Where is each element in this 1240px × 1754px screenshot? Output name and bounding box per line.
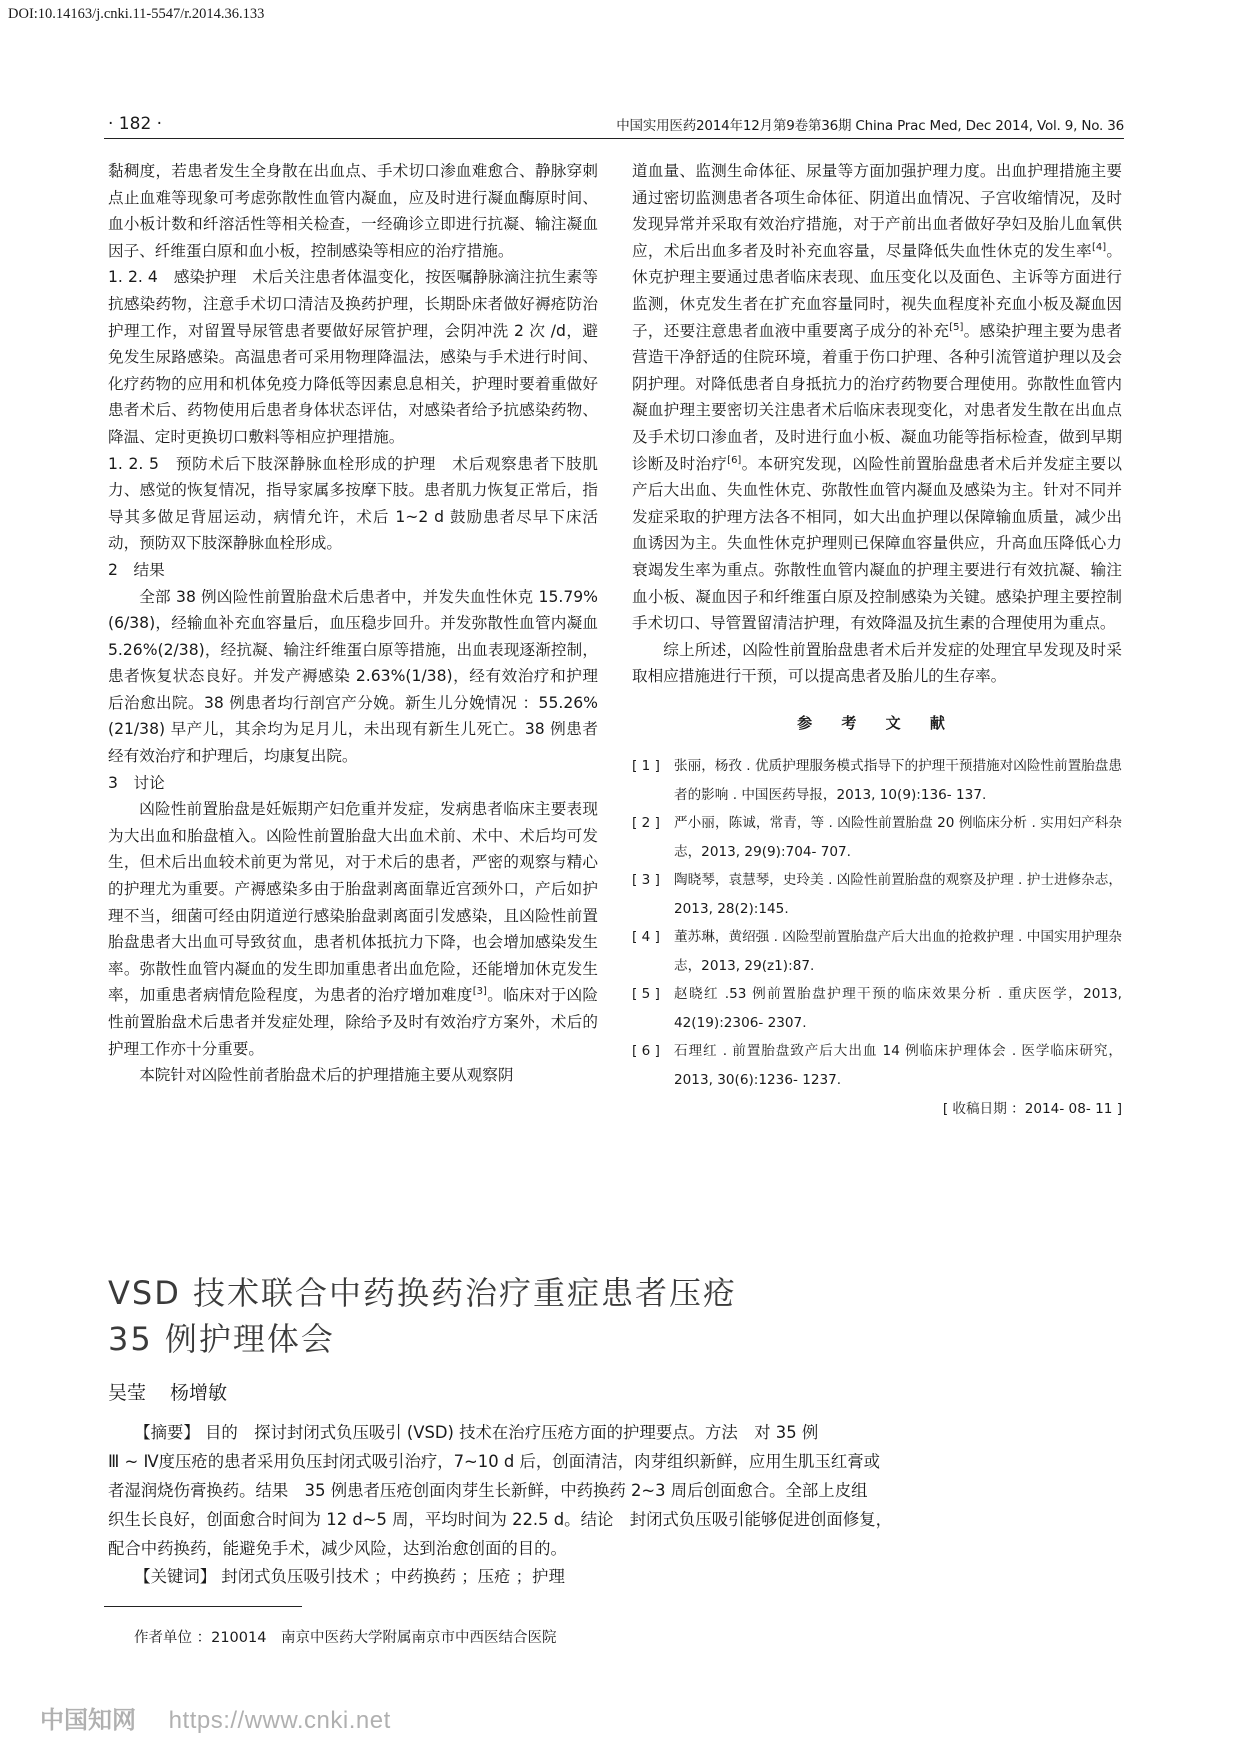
- citation-ref: [3]: [472, 986, 487, 998]
- reference-text: 石理红 . 前置胎盘致产后大出血 14 例临床护理体会 . 医学临床研究，2013, 30(6):1236- 1237.: [674, 1043, 1122, 1088]
- reference-number: [ 4 ]: [632, 929, 660, 946]
- text-span: 。感染护理主要为患者营造干净舒适的住院环境，着重于伤口护理、各种引流管道护理以及会阴护理。对降低患者自身抵抗力的治疗药物要合理使用。弥散性血管内凝血护理主要密切关注患者术后临床表现变化，对患者发生散在出血点及手术切口渗血者，及时进行血小板、凝血功能等指标检查，做到早期诊断及时治疗: [632, 321, 1122, 473]
- journal-header: 中国实用医药2014年12月第9卷第36期 China Prac Med, Dec 2014, Vol. 9, No. 36: [616, 118, 1124, 134]
- reference-item: [632, 752, 1122, 809]
- text-span: 凶险性前置胎盘是妊娠期产妇危重并发症，发病患者临床主要表现为大出血和胎盘植入。凶险性前置胎盘大出血术前、术中、术后均可发生，但术后出血较术前更为常见，对于术后的患者，严密的观察与精心的护理尤为重要。产褥感染多由于胎盘剥离面靠近宫颈外口，产后如护理不当，细菌可经由阴道逆行感染胎盘剥离面引发感染，且凶险性前置胎盘患者大出血可导致贫血，患者机体抵抗力下降，也会增加感染发生率。弥散性血管内凝血的发生即加重患者出血危险，还能增加休克发生率，加重患者病情危险程度，为患者的治疗增加难度: [108, 800, 598, 1005]
- section-heading-discussion: 3 讨论: [108, 773, 165, 792]
- reference-number: [ 5 ]: [632, 986, 660, 1003]
- results-paragraph: 全部 38 例凶险性前置胎盘术后患者中，并发失血性休克 15.79%(6/38)，经输血补充血容量后，血压稳步回升。并发弥散性血管内凝血 5.26%(2/38)，经抗凝、输注纤维蛋白原等措施，出血表现逐渐控制，患者恢复状态良好。并发产褥感染 2.63%(1/38)，经有效治疗和护理后治愈出院。38 例患者均行剖宫产分娩。新生儿分娩情况 ：55.26%(21/38) 早产儿，其余均为足月儿，未出现有新生儿死亡。38 例患者经有效治疗和护理后，均康复出院。: [108, 587, 598, 766]
- abstract-line: 配合中药换药，能避免手术，减少风险，达到治愈创面的目的。: [108, 1539, 567, 1558]
- article-title-line: 35 例护理体会: [108, 1320, 335, 1358]
- cnki-logo: 中国知网: [40, 1707, 136, 1734]
- left-column: [108, 158, 598, 1089]
- article-title: [108, 1270, 737, 1362]
- reference-text: 张丽，杨孜 . 优质护理服务模式指导下的护理干预措施对凶险性前置胎盘患者的影响 . 中国医药导报，2013, 10(9):136- 137.: [674, 758, 1122, 803]
- received-date: [ 收稿日期 ：2014- 08- 11 ]: [942, 1101, 1122, 1118]
- reference-item: [632, 1037, 1122, 1094]
- reference-number: [ 3 ]: [632, 872, 660, 889]
- text-span: 。休克护理主要通过患者临床表现、血压变化以及面色、主诉等方面进行监测，休克发生者在扩充血容量同时，视失血程度补充血小板及凝血因子，还要注意患者血液中重要离子成分的补充: [632, 241, 1122, 340]
- paragraph: [632, 158, 1122, 637]
- reference-text: 严小丽，陈诚，常青，等 . 凶险性前置胎盘 20 例临床分析 . 实用妇产科杂志，2013, 29(9):704- 707.: [674, 815, 1122, 860]
- reference-item: [632, 923, 1122, 980]
- citation-ref: [5]: [949, 321, 964, 333]
- right-column: [632, 158, 1122, 1123]
- citation-ref: [6]: [727, 454, 742, 466]
- discussion-paragraph: [108, 796, 598, 1062]
- abstract: [108, 1418, 1120, 1563]
- reference-number: [ 6 ]: [632, 1043, 660, 1060]
- keywords: 【关键词】 封闭式负压吸引技术 ；中药换药 ；压疮 ；护理: [134, 1567, 565, 1586]
- text-span: 。本研究发现，凶险性前置胎盘患者术后并发症主要以产后大出血、失血性休克、弥散性血管内凝血及感染为主。针对不同并发症采取的护理方法各不相同，如大出血护理以保障输血质量，减少出血诱因为主。失血性休克护理则已保障血容量供应，升高血压降低心力衰竭发生率为重点。弥散性血管内凝血的护理主要进行有效抗凝、输注血小板、凝血因子和纤维蛋白原及控制感染为关键。感染护理主要控制手术切口、导管置留清洁护理，有效降温及抗生素的合理使用为重点。: [632, 454, 1122, 633]
- doi-label: DOI:10.14163/j.cnki.11-5547/r.2014.36.133: [8, 6, 265, 22]
- article-title-line: VSD 技术联合中药换药治疗重症患者压疮: [108, 1274, 738, 1312]
- reference-list: [632, 752, 1122, 1094]
- footnote-rule: [104, 1606, 302, 1607]
- conclusion-paragraph: 综上所述，凶险性前置胎盘患者术后并发症的处理宜早发现及时采取相应措施进行干预，可以提高患者及胎儿的生存率。: [632, 640, 1122, 686]
- text-span: 。临床对于凶险性前置胎盘术后患者并发症处理，除给予及时有效治疗方案外，术后的护理工作亦十分重要。: [108, 986, 598, 1058]
- abstract-line: 【摘要】 目的 探讨封闭式负压吸引 (VSD) 技术在治疗压疮方面的护理要点。方法 对 35 例: [134, 1423, 819, 1442]
- citation-ref: [4]: [1091, 241, 1107, 253]
- section-1-2-5: 1. 2. 5 预防术后下肢深静脉血栓形成的护理 术后观察患者下肢肌力、感觉的恢复情况，指导家属多按摩下肢。患者肌力恢复正常后，指导其多做足背屈运动，病情允许，术后 1~2 d 鼓励患者尽早下床活动，预防双下肢深静脉血栓形成。: [108, 454, 598, 553]
- header-rule: [104, 138, 1124, 139]
- abstract-line: 者湿润烧伤膏换药。结果 35 例患者压疮创面肉芽生长新鲜，中药换药 2~3 周后创面愈合。全部上皮组: [108, 1481, 868, 1500]
- watermark-url: https://www.cnki.net: [168, 1707, 391, 1734]
- abstract-line: 织生长良好，创面愈合时间为 12 d~5 周，平均时间为 22.5 d。结论 封闭式负压吸引能够促进创面修复，: [108, 1510, 892, 1529]
- page-number: · 182 ·: [108, 114, 163, 134]
- section-heading-results: 2 结果: [108, 560, 165, 579]
- author-affiliation: 作者单位 ：210014 南京中医药大学附属南京市中西医结合医院: [134, 1630, 557, 1646]
- reference-item: [632, 866, 1122, 923]
- references-title: 参 考 文 献: [797, 713, 957, 732]
- reference-item: [632, 980, 1122, 1037]
- reference-text: 陶晓琴，袁慧琴，史玲美 . 凶险性前置胎盘的观察及护理 . 护士进修杂志，2013, 28(2):145.: [674, 872, 1122, 917]
- reference-item: [632, 809, 1122, 866]
- reference-number: [ 1 ]: [632, 758, 660, 775]
- section-1-2-4: 1. 2. 4 感染护理 术后关注患者体温变化，按医嘱静脉滴注抗生素等抗感染药物，注意手术切口清洁及换药护理，长期卧床者做好褥疮防治护理工作，对留置导尿管患者要做好尿管护理，会阴冲洗 2 次 /d，避免发生尿路感染。高温患者可采用物理降温法，感染与手术进行时间、化疗药物的应用和机体免疫力降低等因素息息相关，护理时要着重做好患者术后、药物使用后患者身体状态评估，对感染者给予抗感染药物、降温、定时更换切口敷料等相应护理措施。: [108, 268, 598, 446]
- text-span: 道血量、监测生命体征、尿量等方面加强护理力度。出血护理措施主要通过密切监测患者各项生命体征、阴道出血情况、子宫收缩情况，及时发现异常并采取有效治疗措施，对于产前出血者做好孕妇及胎儿血氧供应，术后出血多者及时补充血容量，尽量降低失血性休克的发生率: [632, 162, 1122, 260]
- abstract-line: Ⅲ ~ Ⅳ度压疮的患者采用负压封闭式吸引治疗，7~10 d 后，创面清洁，肉芽组织新鲜，应用生肌玉红膏或: [108, 1452, 881, 1471]
- article-authors: 吴莹 杨增敏: [108, 1382, 228, 1404]
- reference-number: [ 2 ]: [632, 815, 660, 832]
- discussion-paragraph: 本院针对凶险性前者胎盘术后的护理措施主要从观察阴: [139, 1066, 514, 1085]
- reference-text: 赵晓红 .53 例前置胎盘护理干预的临床效果分析 . 重庆医学，2013, 42(19):2306- 2307.: [674, 986, 1122, 1031]
- watermark: [40, 1700, 391, 1735]
- reference-text: 董苏琳，黄绍强 . 凶险型前置胎盘产后大出血的抢救护理 . 中国实用护理杂志，2013, 29(z1):87.: [674, 929, 1122, 974]
- paragraph: 黏稠度，若患者发生全身散在出血点、手术切口渗血难愈合、静脉穿刺点止血难等现象可考虑弥散性血管内凝血，应及时进行凝血酶原时间、血小板计数和纤溶活性等相关检查，一经确诊立即进行抗凝、输注凝血因子、纤维蛋白原和血小板，控制感染等相应的治疗措施。: [108, 162, 598, 260]
